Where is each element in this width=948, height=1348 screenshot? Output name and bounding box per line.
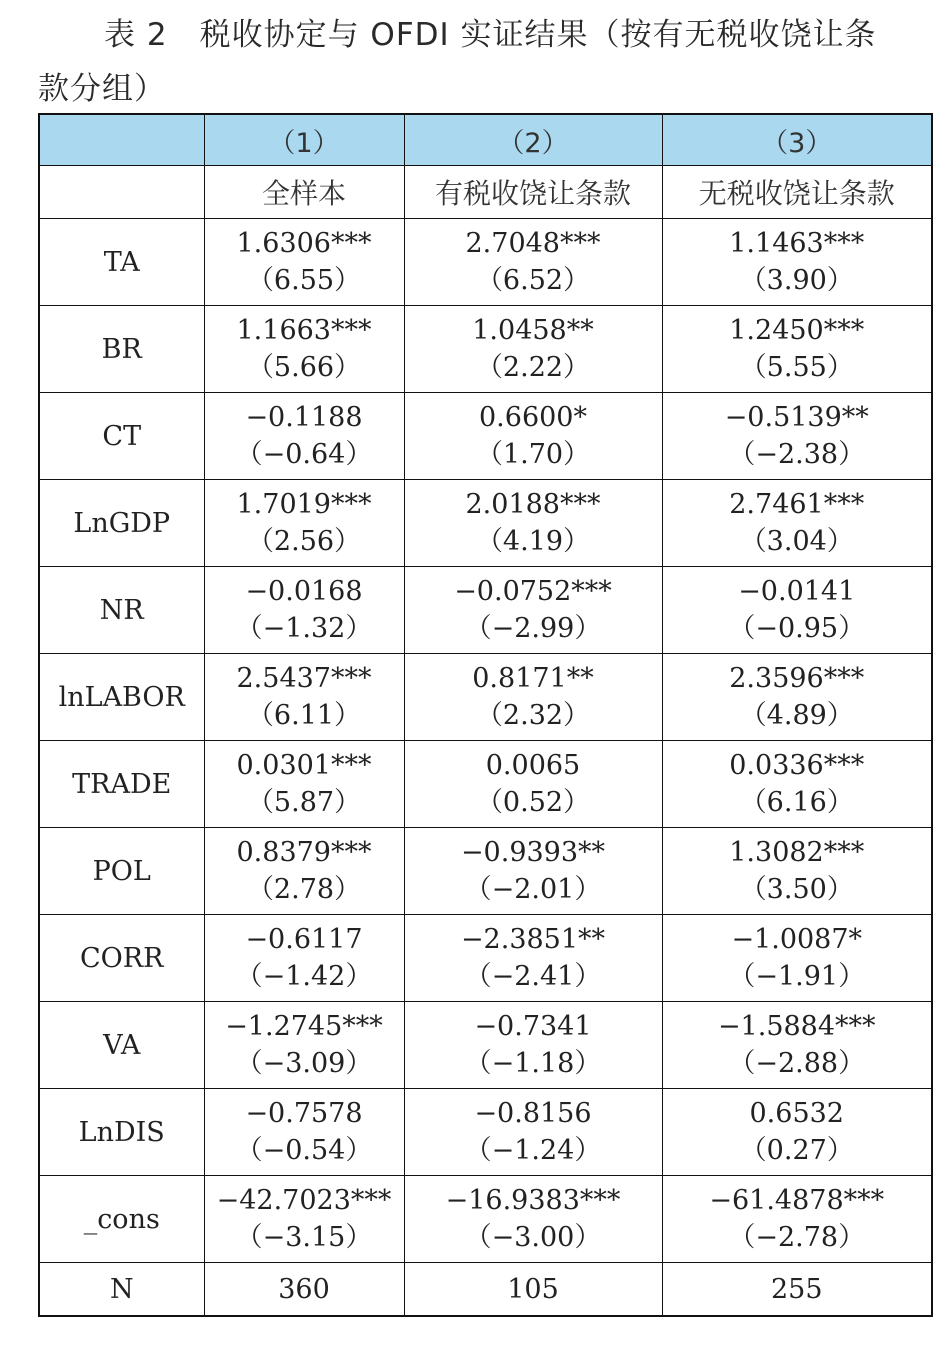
coefficient-value: 2.3596***	[729, 663, 865, 694]
header-col-number: （1）	[204, 114, 404, 166]
coefficient-value: 2.5437***	[236, 663, 372, 694]
table-row	[39, 741, 932, 828]
estimate-cell	[662, 915, 932, 1002]
coefficient-value: −42.7023***	[216, 1185, 392, 1216]
header-corner-cell	[39, 114, 204, 166]
coefficient-value: −0.1188	[245, 402, 363, 433]
coefficient-value: 1.2450***	[729, 315, 865, 346]
coefficient-value: 1.6306***	[236, 228, 372, 259]
coefficient-value: −1.2745***	[225, 1011, 383, 1042]
estimate-cell	[404, 1089, 662, 1176]
estimate-cell	[404, 219, 662, 306]
variable-name-cell: NR	[39, 567, 204, 654]
coefficient-value: 1.1463***	[729, 228, 865, 259]
coefficient-value: −0.8156	[474, 1098, 592, 1129]
estimate-cell	[404, 741, 662, 828]
estimate-cell	[662, 480, 932, 567]
coefficient-value: −2.3851**	[460, 924, 606, 955]
observations-count-cell: 255	[662, 1263, 932, 1317]
estimate-cell	[204, 393, 404, 480]
coefficient-value: −0.6117	[245, 924, 363, 955]
variable-name-cell: POL	[39, 828, 204, 915]
coefficient-value: −0.7578	[245, 1098, 363, 1129]
coefficient-value: 1.1663***	[236, 315, 372, 346]
coefficient-value: −0.0141	[738, 576, 856, 607]
t-statistic-value: （−2.88）	[728, 1048, 866, 1079]
t-statistic-value: （−3.09）	[235, 1048, 373, 1079]
coefficient-value: −1.0087*	[731, 924, 863, 955]
coefficient-value: 0.6600*	[479, 402, 587, 433]
t-statistic-value: （−2.41）	[464, 961, 602, 992]
t-statistic-value: （2.22）	[475, 352, 591, 383]
estimate-cell	[204, 306, 404, 393]
variable-name-cell: TRADE	[39, 741, 204, 828]
estimate-cell	[404, 306, 662, 393]
caption-line-1: 表 2 税收协定与 OFDI 实证结果（按有无税收饶让条	[104, 17, 877, 53]
estimate-cell	[204, 654, 404, 741]
estimate-cell	[662, 393, 932, 480]
t-statistic-value: （−1.24）	[464, 1135, 602, 1166]
estimate-cell	[204, 828, 404, 915]
t-statistic-value: （−3.00）	[464, 1222, 602, 1253]
t-statistic-value: （1.70）	[475, 439, 591, 470]
table-row	[39, 654, 932, 741]
observations-count-cell: 105	[404, 1263, 662, 1317]
variable-name-cell: LnGDP	[39, 480, 204, 567]
variable-name-cell: _cons	[39, 1176, 204, 1263]
estimate-cell	[404, 654, 662, 741]
coefficient-value: 1.3082***	[729, 837, 865, 868]
coefficient-value: 0.0301***	[236, 750, 372, 781]
observations-count-cell: 360	[204, 1263, 404, 1317]
variable-name-cell: lnLABOR	[39, 654, 204, 741]
variable-name-cell: VA	[39, 1002, 204, 1089]
t-statistic-value: （−2.78）	[728, 1222, 866, 1253]
table-row	[39, 915, 932, 1002]
t-statistic-value: （5.55）	[739, 352, 854, 383]
header-col-name: 全样本	[204, 166, 404, 219]
t-statistic-value: （6.11）	[246, 700, 362, 731]
t-statistic-value: （0.52）	[475, 787, 591, 818]
table-row	[39, 1089, 932, 1176]
t-statistic-value: （4.89）	[739, 700, 854, 731]
estimate-cell	[204, 1176, 404, 1263]
table-caption	[38, 8, 938, 116]
coefficient-value: 1.7019***	[236, 489, 372, 520]
estimate-cell	[662, 219, 932, 306]
t-statistic-value: （2.56）	[246, 526, 362, 557]
coefficient-value: 2.7461***	[729, 489, 865, 520]
estimate-cell	[204, 480, 404, 567]
coefficient-value: 0.8379***	[236, 837, 372, 868]
variable-name-cell: BR	[39, 306, 204, 393]
coefficient-value: −61.4878***	[709, 1185, 885, 1216]
table-row	[39, 306, 932, 393]
t-statistic-value: （2.78）	[246, 874, 362, 905]
t-statistic-value: （2.32）	[475, 700, 591, 731]
table-row	[39, 828, 932, 915]
estimate-cell	[662, 741, 932, 828]
estimate-cell	[404, 915, 662, 1002]
header-col-name: 无税收饶让条款	[662, 166, 932, 219]
variable-name-cell: CORR	[39, 915, 204, 1002]
estimate-cell	[204, 915, 404, 1002]
estimate-cell	[662, 1176, 932, 1263]
header-row-numbers	[39, 114, 932, 166]
variable-name-cell: N	[39, 1263, 204, 1317]
t-statistic-value: （−3.15）	[235, 1222, 373, 1253]
t-statistic-value: （3.50）	[739, 874, 854, 905]
t-statistic-value: （−1.42）	[235, 961, 373, 992]
estimate-cell	[204, 219, 404, 306]
coefficient-value: 0.0336***	[729, 750, 865, 781]
variable-name-cell: TA	[39, 219, 204, 306]
t-statistic-value: （−1.91）	[728, 961, 866, 992]
estimate-cell	[204, 741, 404, 828]
estimate-cell	[662, 306, 932, 393]
t-statistic-value: （−2.01）	[464, 874, 602, 905]
coefficient-value: 2.7048***	[465, 228, 601, 259]
coefficient-value: −0.9393**	[460, 837, 606, 868]
table-row	[39, 480, 932, 567]
t-statistic-value: （0.27）	[739, 1135, 854, 1166]
coefficient-value: 1.0458**	[472, 315, 594, 346]
coefficient-value: −16.9383***	[445, 1185, 621, 1216]
results-table	[38, 113, 933, 1317]
t-statistic-value: （−1.18）	[464, 1048, 602, 1079]
t-statistic-value: （5.66）	[246, 352, 362, 383]
header-col-number: （3）	[662, 114, 932, 166]
coefficient-value: 0.0065	[485, 750, 581, 781]
observations-row	[39, 1263, 932, 1317]
estimate-cell	[662, 1002, 932, 1089]
t-statistic-value: （6.55）	[246, 265, 362, 296]
t-statistic-value: （6.16）	[739, 787, 854, 818]
estimate-cell	[404, 828, 662, 915]
header-col-name: 有税收饶让条款	[404, 166, 662, 219]
caption-line-2: 款分组）	[38, 71, 166, 107]
variable-name-cell: CT	[39, 393, 204, 480]
coefficient-value: 0.8171**	[472, 663, 594, 694]
t-statistic-value: （−0.64）	[235, 439, 373, 470]
t-statistic-value: （5.87）	[246, 787, 362, 818]
t-statistic-value: （3.90）	[739, 265, 854, 296]
t-statistic-value: （6.52）	[475, 265, 591, 296]
table-row	[39, 393, 932, 480]
estimate-cell	[204, 1002, 404, 1089]
t-statistic-value: （−2.99）	[464, 613, 602, 644]
estimate-cell	[204, 567, 404, 654]
estimate-cell	[404, 393, 662, 480]
header-col-number: （2）	[404, 114, 662, 166]
estimate-cell	[404, 1002, 662, 1089]
coefficient-value: −0.0168	[245, 576, 363, 607]
estimate-cell	[662, 654, 932, 741]
coefficient-value: 0.6532	[749, 1098, 844, 1129]
coefficient-value: −0.5139**	[724, 402, 869, 433]
estimate-cell	[404, 480, 662, 567]
header-blank-cell	[39, 166, 204, 219]
coefficient-value: −0.7341	[474, 1011, 592, 1042]
variable-name-cell: LnDIS	[39, 1089, 204, 1176]
estimate-cell	[404, 567, 662, 654]
table-row	[39, 1176, 932, 1263]
table-row	[39, 567, 932, 654]
t-statistic-value: （−2.38）	[728, 439, 866, 470]
t-statistic-value: （−1.32）	[235, 613, 373, 644]
t-statistic-value: （4.19）	[475, 526, 591, 557]
estimate-cell	[404, 1176, 662, 1263]
t-statistic-value: （−0.95）	[728, 613, 866, 644]
estimate-cell	[662, 828, 932, 915]
estimate-cell	[204, 1089, 404, 1176]
t-statistic-value: （−0.54）	[235, 1135, 373, 1166]
t-statistic-value: （3.04）	[739, 526, 854, 557]
coefficient-value: −1.5884***	[717, 1011, 876, 1042]
estimate-cell	[662, 567, 932, 654]
table-row	[39, 1002, 932, 1089]
coefficient-value: 2.0188***	[465, 489, 601, 520]
header-row-names	[39, 166, 932, 219]
table-row	[39, 219, 932, 306]
coefficient-value: −0.0752***	[454, 576, 612, 607]
estimate-cell	[662, 1089, 932, 1176]
